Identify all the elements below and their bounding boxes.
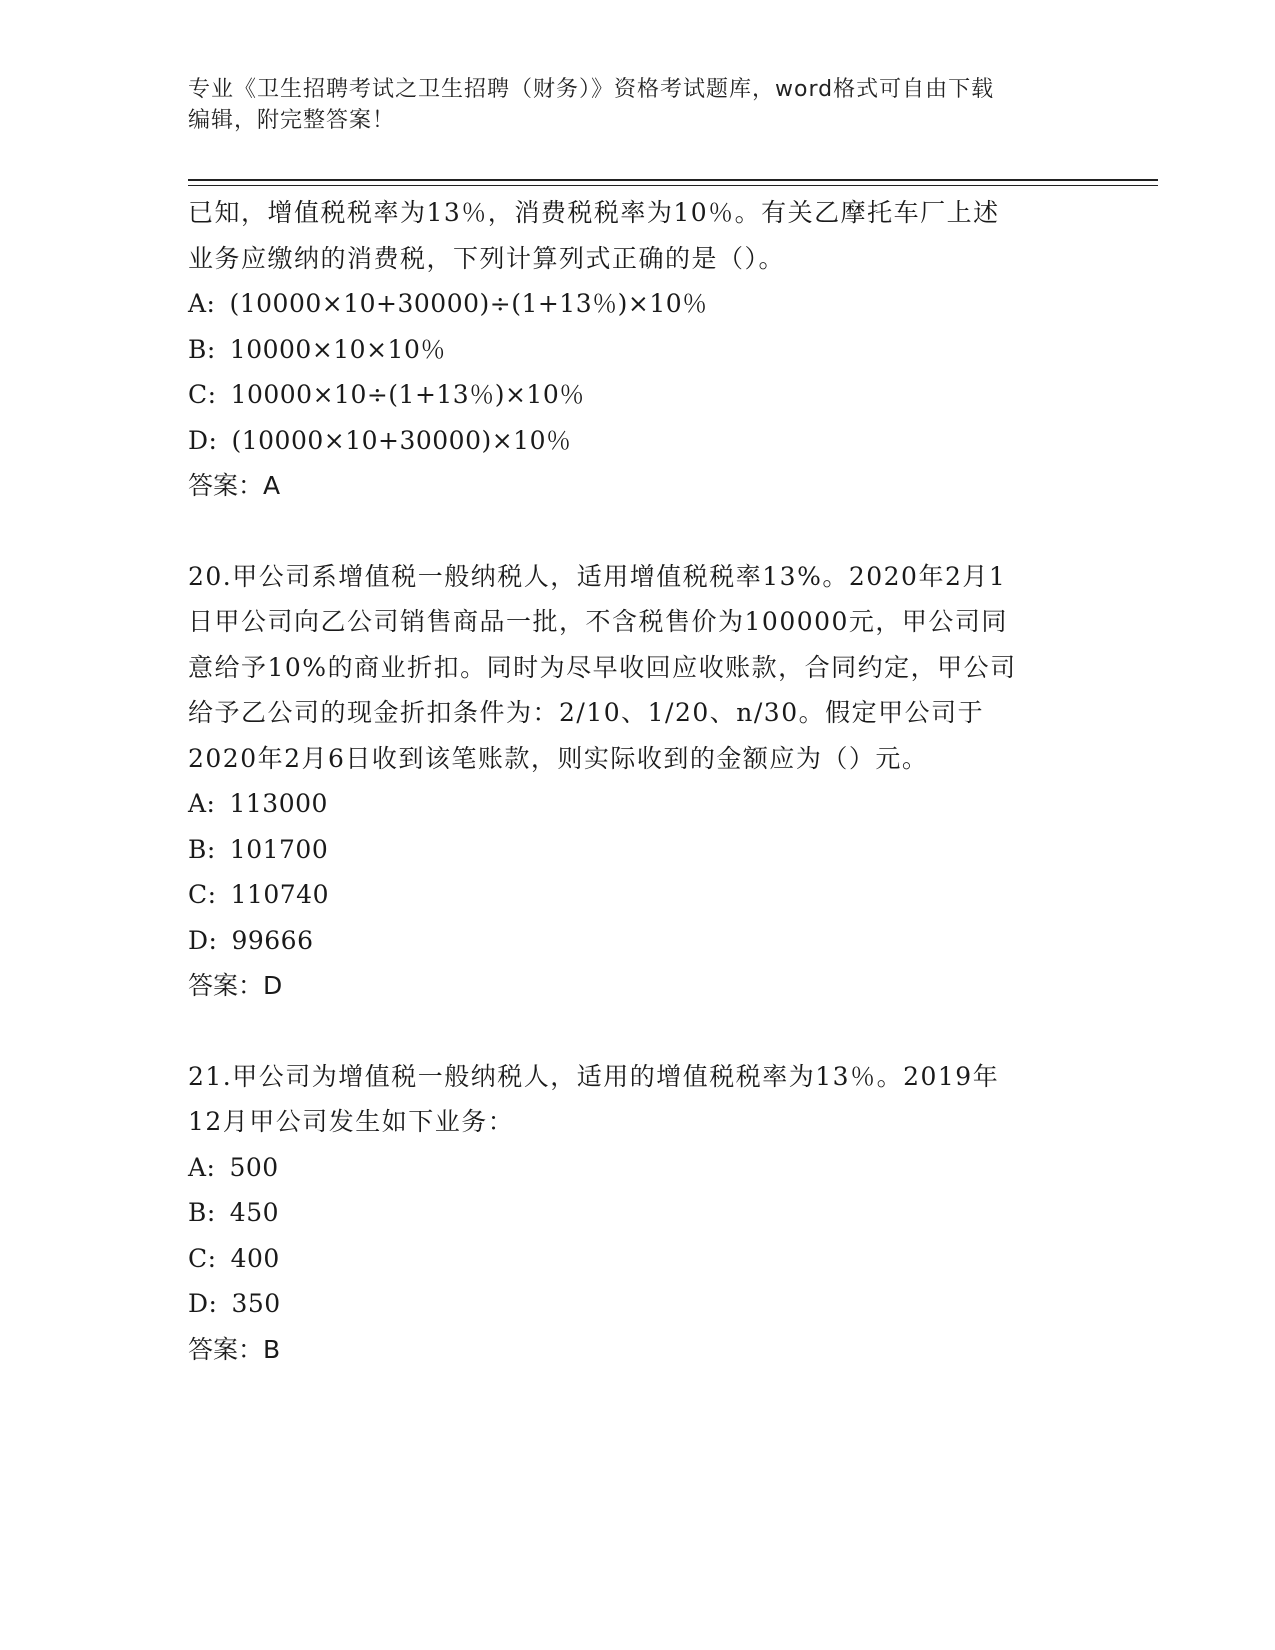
question-text-line: 12月甲公司发生如下业务：: [188, 1107, 515, 1136]
option-c: [188, 372, 1088, 418]
option-key: C:: [188, 380, 217, 409]
question-20: [188, 554, 1088, 1009]
option-key: C:: [188, 1243, 217, 1273]
option-d: [188, 918, 1088, 964]
option-text: 350: [231, 1289, 281, 1318]
option-text: 101700: [229, 834, 329, 864]
option-text: 99666: [231, 925, 314, 955]
option-b: [188, 1190, 1088, 1236]
option-key: D:: [188, 1289, 218, 1318]
option-a: [188, 781, 1088, 827]
option-d: [188, 1281, 1088, 1327]
option-key: A:: [188, 789, 216, 818]
option-b: [188, 827, 1088, 873]
option-text: 10000×10×10％: [229, 334, 446, 364]
option-b: [188, 327, 1088, 373]
option-key: B:: [188, 1198, 216, 1227]
option-text: 450: [229, 1198, 280, 1227]
option-text: 500: [229, 1152, 279, 1182]
option-key: B:: [188, 334, 216, 364]
document-header: [188, 74, 1088, 136]
question-text-line: 业务应缴纳的消费税，下列计算列式正确的是（）。: [188, 243, 786, 273]
option-c: [188, 1236, 1088, 1282]
option-a: [188, 1145, 1088, 1191]
question-text-line: 意给予10%的商业折扣。同时为尽早收回应收账款，合同约定，甲公司: [188, 652, 1017, 682]
header-divider-thick: [188, 179, 1158, 181]
answer-line: 答案：D: [188, 971, 283, 1000]
header-line-2: 编辑，附完整答案！: [188, 108, 396, 133]
option-text: (10000×10+30000)×10％: [231, 425, 572, 455]
question-text-line: 2020年2月6日收到该笔账款，则实际收到的金额应为（）元。: [188, 743, 929, 773]
option-text: 110740: [230, 880, 329, 909]
option-key: B:: [188, 834, 216, 864]
spacer: [188, 509, 1088, 554]
question-21: [188, 1054, 1088, 1373]
option-c: [188, 872, 1088, 918]
option-key: D:: [188, 925, 218, 955]
option-key: A:: [188, 1152, 216, 1182]
header-divider-thin: [188, 185, 1158, 186]
question-text-line: 21.甲公司为增值税一般纳税人，适用的增值税税率为13％。2019年: [188, 1061, 1000, 1091]
option-key: A:: [188, 289, 216, 318]
option-d: [188, 418, 1088, 464]
question-list: [188, 190, 1088, 1372]
question-text-line: 已知，增值税税率为13％，消费税税率为10％。有关乙摩托车厂上述: [188, 198, 1000, 227]
option-text: 10000×10÷(1+13％)×10％: [230, 380, 585, 409]
option-key: C:: [188, 880, 217, 909]
spacer: [188, 1009, 1088, 1054]
option-text: (10000×10+30000)÷(1+13％)×10％: [229, 289, 708, 318]
question-text-line: 20.甲公司系增值税一般纳税人，适用增值税税率13%。2020年2月1: [188, 561, 1007, 591]
option-key: D:: [188, 425, 218, 455]
question-text-line: 日甲公司向乙公司销售商品一批，不含税售价为100000元，甲公司同: [188, 607, 1008, 636]
header-line-1: 专业《卫生招聘考试之卫生招聘（财务）》资格考试题库，word格式可自由下载: [188, 77, 995, 102]
answer-line: 答案：B: [188, 1334, 281, 1364]
option-text: 113000: [229, 789, 328, 818]
option-text: 400: [230, 1243, 280, 1273]
question-text-line: 给予乙公司的现金折扣条件为：2/10、1/20、n/30。假定甲公司于: [188, 698, 985, 727]
option-a: [188, 281, 1088, 327]
answer-line: 答案：A: [188, 471, 281, 500]
question-19: [188, 190, 1088, 509]
